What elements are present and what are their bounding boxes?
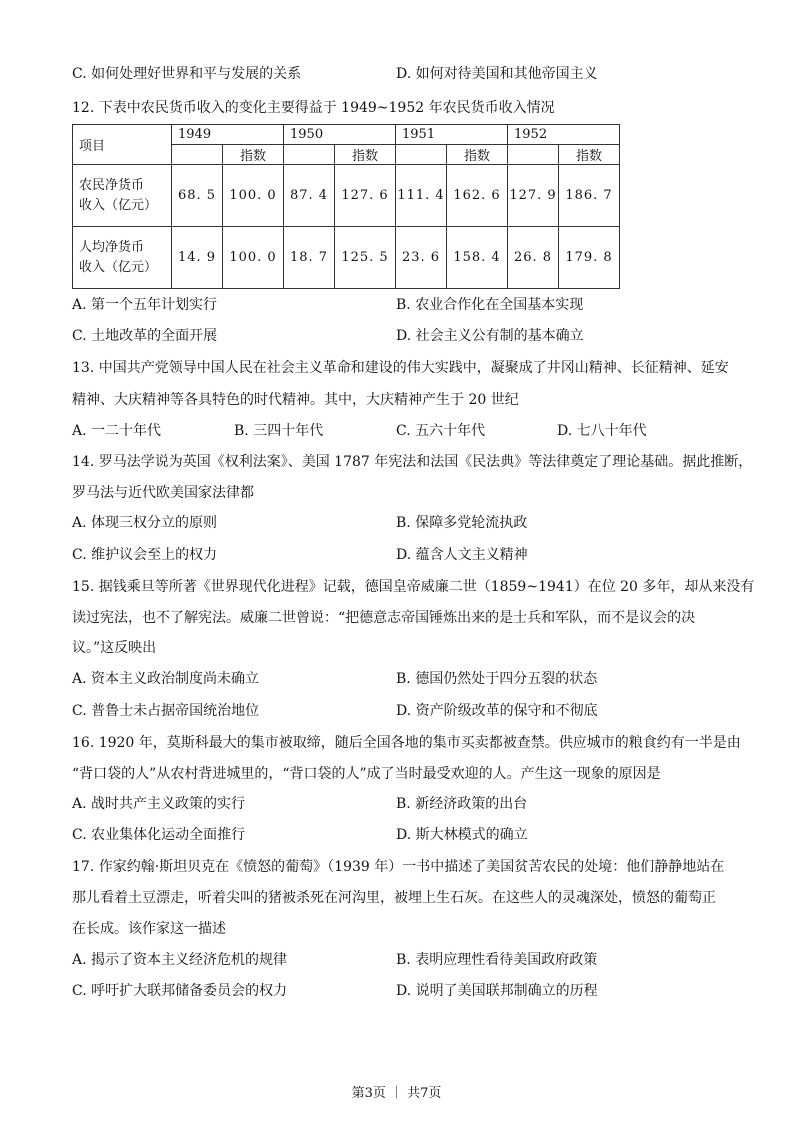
year-1952: 1952 <box>508 125 620 145</box>
table-cell: 87. 4 <box>284 165 335 227</box>
year-1950: 1950 <box>284 125 396 145</box>
q17-stem-line-3: 在长成。该作家这一描述 <box>72 921 226 937</box>
q15-option-b: B. 德国仍然处于四分五裂的状态 <box>396 671 598 687</box>
index-label: 指数 <box>223 145 284 165</box>
table-cell: 127. 9 <box>508 165 559 227</box>
q13-option-d: D. 七八十年代 <box>557 423 647 439</box>
q13-option-a: A. 一二十年代 <box>72 423 162 439</box>
q12-option-a: A. 第一个五年计划实行 <box>72 297 218 313</box>
q16-option-c: C. 农业集体化运动全面推行 <box>72 827 246 843</box>
q15-option-c: C. 普鲁士未占据帝国统治地位 <box>72 703 260 719</box>
table-cell: 100. 0 <box>223 165 284 227</box>
q15-stem-line-2: 读过宪法，也不了解宪法。威廉二世曾说：“把德意志帝国锤炼出来的是士兵和军队，而不是议会的决 <box>72 610 696 626</box>
q11-option-c: C. 如何处理好世界和平与发展的关系 <box>72 66 302 82</box>
q13-stem-line-1: 13. 中国共产党领导中国人民在社会主义革命和建设的伟大实践中，凝聚成了井冈山精神、长征精神、延安 <box>72 360 729 376</box>
table-cell: 186. 7 <box>559 165 620 227</box>
q12-option-c: C. 土地改革的全面开展 <box>72 328 218 344</box>
table-cell: 162. 6 <box>447 165 508 227</box>
q17-option-b: B. 表明应理性看待美国政府政策 <box>396 952 598 968</box>
q11-option-d: D. 如何对待美国和其他帝国主义 <box>396 66 598 82</box>
q17-stem-line-2: 那儿看着土豆漂走，听着尖叫的猪被杀死在河沟里，被埋上生石灰。在这些人的灵魂深处，愤怒的葡萄正 <box>72 890 716 906</box>
q16-option-d: D. 斯大林模式的确立 <box>396 827 528 843</box>
q16-stem-line-1: 16. 1920 年，莫斯科最大的集市被取缔，随后全国各地的集市买卖都被查禁。供应城市的粮食约有一半是由 <box>72 735 741 751</box>
table-cell: 23. 6 <box>396 227 447 289</box>
q17-option-d: D. 说明了美国联邦制确立的历程 <box>396 983 598 999</box>
q14-stem-line-2: 罗马法与近代欧美国家法律都 <box>72 485 254 501</box>
page-footer: 第3页 ｜ 共7页 <box>351 1086 442 1101</box>
table-cell: 125. 5 <box>335 227 396 289</box>
table-row <box>73 125 620 145</box>
year-1951: 1951 <box>396 125 508 145</box>
q14-option-c: C. 维护议会至上的权力 <box>72 547 218 563</box>
q12-income-table <box>72 124 620 289</box>
table-row <box>73 227 620 289</box>
index-label: 指数 <box>559 145 620 165</box>
index-label: 指数 <box>447 145 508 165</box>
q16-option-a: A. 战时共产主义政策的实行 <box>72 796 246 812</box>
table-cell: 26. 8 <box>508 227 559 289</box>
table-cell: 100. 0 <box>223 227 284 289</box>
q17-stem-line-1: 17. 作家约翰·斯坦贝克在《愤怒的葡萄》（1939 年）一书中描述了美国贫苦农民的处境：他们静静地站在 <box>72 859 725 875</box>
q12-option-d: D. 社会主义公有制的基本确立 <box>396 328 584 344</box>
table-cell: 127. 6 <box>335 165 396 227</box>
table-cell: 14. 9 <box>172 227 223 289</box>
q14-option-a: A. 体现三权分立的原则 <box>72 515 218 531</box>
q16-stem-line-2: “背口袋的人”从农村背进城里的，“背口袋的人”成了当时最受欢迎的人。产生这一现象的原因是 <box>72 766 661 782</box>
q17-option-c: C. 呼吁扩大联邦储备委员会的权力 <box>72 983 288 999</box>
index-label: 指数 <box>335 145 396 165</box>
table-cell: 68. 5 <box>172 165 223 227</box>
q16-option-b: B. 新经济政策的出台 <box>396 796 528 812</box>
q17-option-a: A. 揭示了资本主义经济危机的规律 <box>72 952 288 968</box>
q12-stem: 12. 下表中农民货币收入的变化主要得益于 1949~1952 年农民货币收入情况 <box>72 100 555 116</box>
row-label: 农民净货币 收入（亿元） <box>73 165 172 227</box>
q13-option-c: C. 五六十年代 <box>396 423 486 439</box>
table-cell: 111. 4 <box>396 165 447 227</box>
q15-option-a: A. 资本主义政治制度尚未确立 <box>72 671 260 687</box>
table-cell: 158. 4 <box>447 227 508 289</box>
year-1949: 1949 <box>172 125 284 145</box>
table-row <box>73 165 620 227</box>
q14-stem-line-1: 14. 罗马法学说为英国《权利法案》、美国 1787 年宪法和法国《民法典》等法律奠定了理论基础。据此推断， <box>72 454 753 470</box>
table-head-label: 项目 <box>73 125 172 165</box>
row-label: 人均净货币 收入（亿元） <box>73 227 172 289</box>
q14-option-b: B. 保障多党轮流执政 <box>396 515 528 531</box>
q13-option-b: B. 三四十年代 <box>234 423 324 439</box>
q15-option-d: D. 资产阶级改革的保守和不彻底 <box>396 703 598 719</box>
q12-option-b: B. 农业合作化在全国基本实现 <box>396 297 584 313</box>
table-cell: 18. 7 <box>284 227 335 289</box>
q15-stem-line-1: 15. 据钱乘旦等所著《世界现代化进程》记载，德国皇帝威廉二世（1859~1941）在位 20 多年，却从来没有 <box>72 579 755 595</box>
q15-stem-line-3: 议。”这反映出 <box>72 640 157 656</box>
q13-stem-line-2: 精神、大庆精神等各具特色的时代精神。其中，大庆精神产生于 20 世纪 <box>72 392 519 408</box>
q14-option-d: D. 蕴含人文主义精神 <box>396 547 528 563</box>
table-cell: 179. 8 <box>559 227 620 289</box>
